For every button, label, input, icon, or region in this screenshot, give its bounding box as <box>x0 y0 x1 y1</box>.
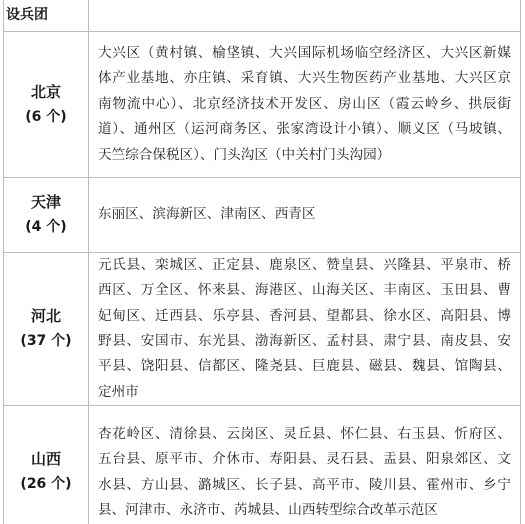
areas-cell <box>89 406 520 524</box>
area-line: 野县、安国市、东光县、渤海新区、孟村县、肃宁县、南皮县、安 <box>98 333 511 349</box>
area-line: 县、河津市、永济市、芮城县、山西转型综合改革示范区 <box>98 502 438 519</box>
region-count: (6 个) <box>25 108 67 125</box>
area-line: 杏花岭区、清徐县、云岗区、灵丘县、怀仁县、右玉县、忻府区、 <box>98 426 511 442</box>
area-line: 南物流中心）、北京经济技术开发区、房山区（霞云岭乡、拱辰街 <box>98 95 511 112</box>
region-name: 河北 <box>30 307 61 325</box>
region-cell <box>4 178 89 252</box>
region-cell <box>4 406 89 524</box>
area-line: 定州市 <box>98 383 139 400</box>
area-line: 天竺综合保税区）、门头沟区（中关村门头沟园） <box>98 146 391 163</box>
area-line: 大兴区（黄村镇、榆垡镇、大兴国际机场临空经济区、大兴区新媒 <box>98 45 511 62</box>
region-name: 北京 <box>30 82 61 101</box>
table-row <box>4 178 520 253</box>
areas-cell <box>89 178 520 252</box>
area-line: 五台县、原平市、介休市、寿阳县、灵石县、盂县、阳泉郊区、文 <box>98 451 511 468</box>
area-line: 元氏县、栾城区、正定县、鹿泉区、赞皇县、兴隆县、平泉市、桥 <box>98 257 511 274</box>
region-name: 天津 <box>30 193 61 211</box>
region-table <box>3 0 521 524</box>
region-count: (4 个) <box>25 219 67 235</box>
table-row <box>4 253 520 406</box>
area-line: 妃甸区、迁西县、乐亭县、香河县、望都县、徐水区、高阳县、博 <box>98 307 511 324</box>
areas-cell <box>89 253 520 405</box>
area-line: 体产业基地、亦庄镇、采育镇、大兴生物医药产业基地、大兴区京 <box>98 70 511 87</box>
areas-cell <box>89 32 520 177</box>
areas-cell <box>89 0 520 31</box>
region-cell <box>4 32 89 177</box>
area-line: 平县、饶阳县、信都区、隆尧县、巨鹿县、磁县、魏县、馆陶县、 <box>98 358 511 375</box>
region-name: 山西 <box>30 450 61 468</box>
area-line: 东丽区、滨海新区、津南区、西青区 <box>98 206 316 223</box>
region-count: (37 个) <box>20 333 72 349</box>
area-line: 道）、通州区（运河商务区、张家湾设计小镇）、顺义区（马坡镇、 <box>98 121 511 138</box>
region-cell <box>4 253 89 405</box>
region-name: 设兵团 <box>6 7 48 23</box>
region-cell <box>4 0 89 31</box>
area-line: 水县、方山县、潞城区、长子县、高平市、陵川县、霍州市、乡宁 <box>98 476 511 493</box>
table-row <box>4 0 520 32</box>
area-line: 西区、万全区、怀来县、海港区、山海关区、丰南区、玉田县、曹 <box>98 282 511 299</box>
table-row <box>4 406 520 524</box>
table-row <box>4 32 520 178</box>
region-count: (26 个) <box>20 476 72 492</box>
